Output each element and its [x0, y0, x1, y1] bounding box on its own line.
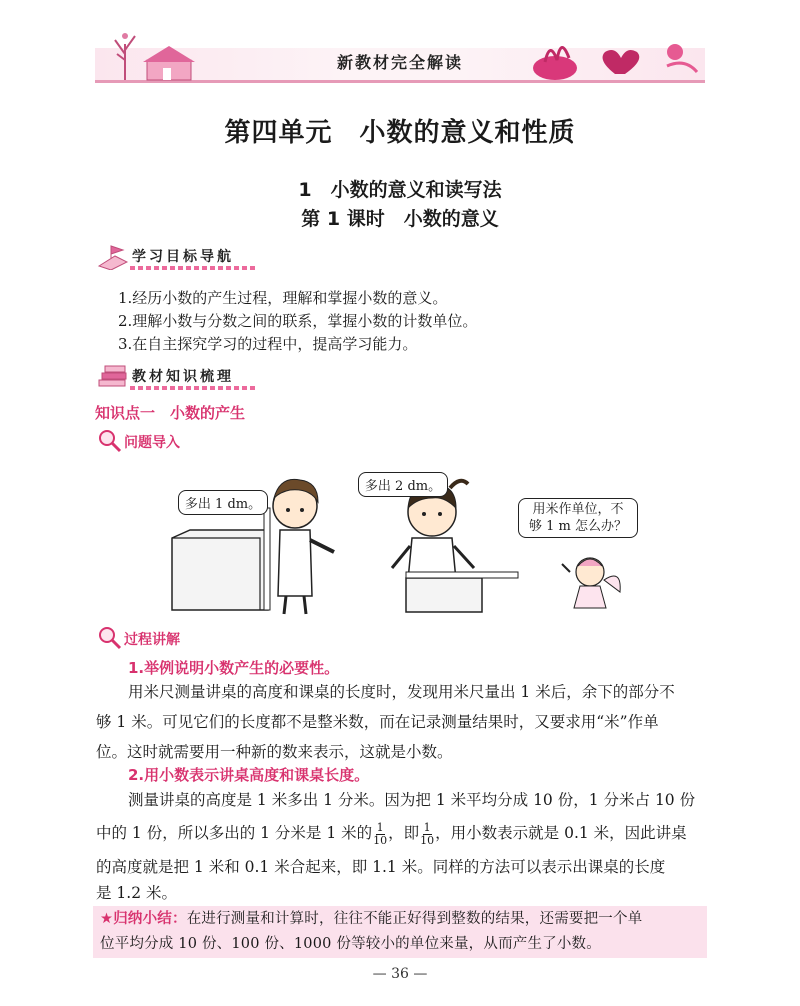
magnifier-icon	[98, 626, 122, 650]
page-number: — 36 —	[372, 966, 428, 982]
fraction-numerator: 1	[423, 820, 431, 834]
goals-heading-underline	[130, 266, 258, 270]
text-segment: ，即	[388, 824, 420, 842]
goal-item: 2.理解小数与分数之间的联系，掌握小数的计数单位。	[118, 312, 478, 330]
knowledge-heading-underline	[130, 386, 258, 390]
house-tree-decoration-icon	[95, 14, 255, 84]
process-subheading: 2.用小数表示讲桌高度和课桌长度。	[128, 766, 370, 784]
process-label: 过程讲解	[124, 632, 180, 648]
boy-speech-bubble: 多出 1 dm。	[178, 490, 268, 515]
goal-item: 3.在自主探究学习的过程中，提高学习能力。	[118, 335, 418, 353]
paragraph-line: 用米尺测量讲桌的高度和课桌的长度时，发现用米尺量出 1 米后，余下的部分不	[128, 683, 675, 701]
pennant-books-icon	[97, 244, 129, 270]
period-title: 第 1 课时 小数的意义	[301, 208, 499, 230]
paragraph-line-with-fractions	[96, 818, 687, 848]
girl-speech-bubble: 多出 2 dm。	[358, 472, 448, 497]
fraction-numerator: 1	[376, 820, 384, 834]
text-segment: ，用小数表示就是 0.1 米，因此讲桌	[435, 824, 687, 842]
fairy-bubble-line: 够 1 m 怎么办？	[529, 519, 627, 534]
fraction-denominator: 10	[420, 833, 435, 847]
goal-item: 1.经历小数的产生过程，理解和掌握小数的意义。	[118, 289, 448, 307]
paragraph-line: 是 1.2 米。	[96, 884, 178, 902]
summary-text	[100, 907, 704, 957]
process-subheading: 1.举例说明小数产生的必要性。	[128, 659, 340, 677]
summary-label: ★归纳小结：	[100, 911, 187, 927]
paragraph-line: 测量讲桌的高度是 1 米多出 1 分米。因为把 1 米平均分成 10 份，1 分米占 10 份	[128, 791, 696, 809]
fraction	[420, 822, 434, 847]
paragraph-line: 够 1 米。可见它们的长度都不是整米数，而在记录测量结果时，又要求用“米”作单	[96, 713, 659, 731]
summary-line: 位平均分成 10 份、100 份、1000 份等较小的单位来量，从而产生了小数。	[100, 936, 601, 952]
fairy-bubble-line: 用米作单位，不	[532, 502, 624, 517]
unit-title: 第四单元 小数的意义和性质	[224, 118, 576, 148]
text-segment: 中的 1 份，所以多出的 1 分米是 1 米的	[96, 824, 373, 842]
fairy-speech-bubble	[518, 498, 638, 538]
book-title: 新教材完全解读	[336, 53, 463, 72]
intro-label: 问题导入	[124, 435, 180, 451]
knowledge-point-one: 知识点一 小数的产生	[95, 404, 246, 422]
measuring-illustration	[160, 468, 640, 618]
fraction	[373, 822, 387, 847]
stacked-books-icon	[97, 364, 129, 390]
summary-line	[100, 907, 704, 932]
goals-heading: 学习目标导航	[132, 249, 234, 265]
knowledge-heading: 教材知识梳理	[132, 369, 234, 385]
magnifier-icon	[98, 429, 122, 453]
section-title: 1 小数的意义和读写法	[298, 179, 502, 201]
summary-line-text: 在进行测量和计算时，往往不能正好得到整数的结果，还需要把一个单	[186, 911, 643, 927]
paragraph-line: 的高度就是把 1 米和 0.1 米合起来，即 1.1 米。同样的方法可以表示出课桌的长度	[96, 858, 666, 876]
fraction-denominator: 10	[373, 833, 388, 847]
paragraph-line: 位。这时就需要用一种新的数来表示，这就是小数。	[96, 743, 453, 761]
